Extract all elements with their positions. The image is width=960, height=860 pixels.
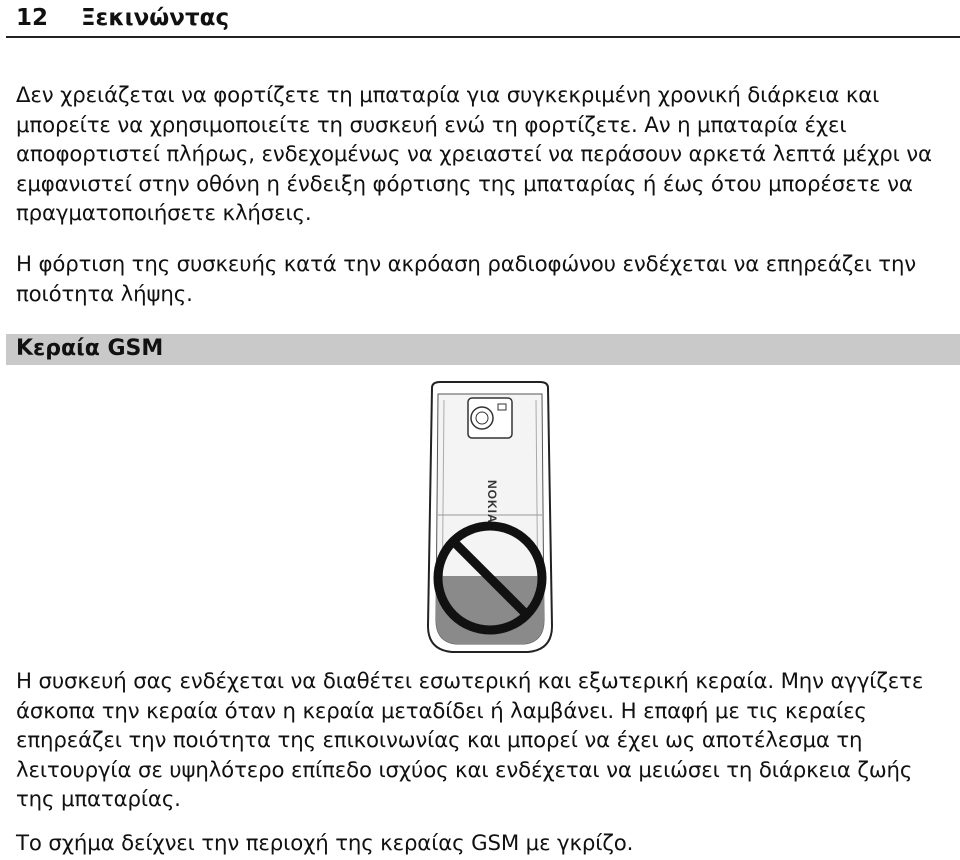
section-header-bar [6,334,960,365]
section-title: Κεραία GSM [16,336,164,361]
page-number: 12 [16,5,49,31]
phone-back-illustration [418,380,562,654]
paragraph-figure-note: Το σχήμα δείχνει την περιοχή της κεραίας GSM με γκρίζο. [16,831,634,856]
chapter-title: Ξεκινώντας [81,5,230,31]
paragraph-antenna: Η συσκευή σας ενδέχεται να διαθέτει εσωτερική και εξωτερική κεραία. Μην αγγίζετε άσκοπα την κεραία όταν η κεραία μεταδίδει ή λαμβάνει. Η επαφή με τις κεραίες επηρεάζει την ποιότητα της επικοινωνίας και μπορεί να έχει ως αποτέλεσμα τη λειτουργία σε υψηλότερο επίπεδο ισχύος και ενδέχεται να μειώσει τη διάρκεια ζωής της μπαταρίας. [16,669,924,812]
page-header [6,0,960,38]
paragraph-charging: Δεν χρειάζεται να φορτίζετε τη μπαταρία για συγκεκριμένη χρονική διάρκεια και μπορείτε να χρησιμοποιείτε τη συσκευή ενώ τη φορτίζετε. Αν η μπαταρία έχει αποφορτιστεί πλήρως, ενδεχομένως να χρειαστεί να περάσουν αρκετά λεπτά μέχρι να εμφανιστεί στην οθόνη η ένδειξη φόρτισης της μπαταρίας ή έως ότου μπορέσετε να πραγματοποιήσετε κλήσεις. [16,83,932,226]
phone-antenna-figure [418,380,562,654]
camera-flash-icon [498,404,506,410]
brand-logo: NOKIA [485,480,499,524]
paragraph-radio: Η φόρτιση της συσκευής κατά την ακρόαση ραδιοφώνου ενδέχεται να επηρεάζει την ποιότητα λήψης. [16,252,917,307]
